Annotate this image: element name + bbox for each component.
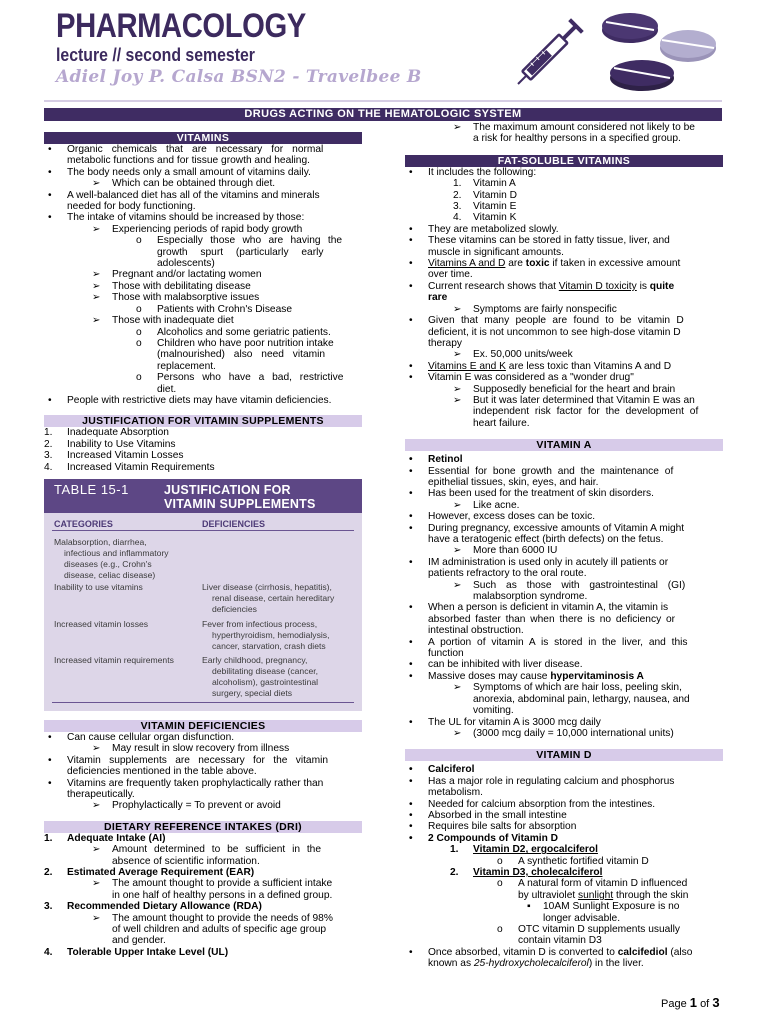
table-cell: Inability to use vitamins: [54, 581, 143, 592]
list-item: • Vitamins are frequently taken prophylactically rather than: [48, 777, 324, 789]
list-item: deficient, it is not uncommon to see high-dose vitamin D: [428, 326, 681, 338]
page-number: Page 1 of 3: [661, 995, 720, 1010]
syringe-icon: [512, 18, 584, 90]
list-item: ➢ The maximum amount considered not likely to be: [453, 122, 695, 133]
list-item: muscle in significant amounts.: [428, 246, 564, 258]
pill-icon: [602, 13, 716, 91]
list-item: • Requires bile salts for absorption: [409, 821, 577, 833]
list-item: o Persons who have a bad, restrictive: [136, 372, 344, 384]
list-item: by ultraviolet sunlight through the skin: [518, 889, 689, 901]
deficiencies-heading: VITAMIN DEFICIENCIES: [44, 720, 362, 732]
list-item: heart failure.: [473, 417, 530, 429]
list-item: in one half of healthy persons in a defined group.: [112, 889, 333, 901]
list-item: • Essential for bone growth and the maintenance of: [409, 465, 674, 477]
list-item: o Children who have poor nutrition intake: [136, 337, 334, 349]
list-item: independent risk factor for the development of: [473, 406, 699, 418]
list-item: • Vitamins E and K are less toxic than Vitamins A and D: [409, 360, 672, 372]
header-divider: [44, 100, 722, 102]
header-title: PHARMACOLOGY: [56, 7, 306, 45]
list-item: • Massive doses may cause hypervitaminosis A: [409, 670, 644, 682]
list-item: 1. Inadequate Absorption: [44, 427, 169, 439]
vitamin-d-heading: VITAMIN D: [405, 749, 723, 761]
list-item: • These vitamins can be stored in fatty tissue, liver, and: [409, 235, 670, 247]
list-item: of well children and adults of specific age group: [112, 924, 327, 936]
list-item: metabolism.: [428, 787, 483, 799]
list-item: o A natural form of vitamin D influenced: [497, 878, 688, 890]
list-item: 1. Vitamin D2, ergocalciferol: [450, 844, 598, 856]
list-item: ➢ Pregnant and/or lactating women: [92, 269, 262, 281]
list-item: 1. Adequate Intake (AI): [44, 832, 166, 844]
list-item: • Has a major role in regulating calcium and phosphorus: [409, 775, 675, 787]
table-header: [44, 479, 362, 513]
list-item: • Vitamins A and D are toxic if taken in excessive amount: [409, 258, 681, 270]
list-item: • They are metabolized slowly.: [409, 223, 559, 235]
col-categories: CATEGORIES: [54, 518, 113, 529]
list-item: • The intake of vitamins should be increased by those:: [48, 212, 305, 224]
list-item: a risk for healthy persons in a specified group.: [473, 133, 681, 145]
list-item: • The UL for vitamin A is 3000 mcg daily: [409, 716, 601, 728]
list-item: ➢ Symptoms of which are hair loss, peeling skin,: [453, 682, 682, 694]
table-cell: Malabsorption, diarrhea, infectious and inflammatory diseases (e.g., Crohn's disease, celiac disease): [54, 536, 169, 580]
list-item: needed for body functioning.: [67, 201, 196, 213]
list-item: ➢ Those with malabsorptive issues: [92, 292, 260, 304]
list-item: ➢ Ex. 50,000 units/week: [453, 349, 573, 361]
list-item: o OTC vitamin D supplements usually: [497, 924, 680, 935]
table-cell: Early childhood, pregnancy, debilitating disease (cancer, alcoholism), gastrointestinal surgery, special diets: [202, 654, 319, 698]
list-item: growth spurt (particularly early: [157, 246, 324, 258]
list-item: o A synthetic fortified vitamin D: [497, 855, 649, 867]
list-item: • However, excess doses can be toxic.: [409, 511, 596, 523]
list-item: absence of scientific information.: [112, 855, 260, 867]
list-item: ➢ Those with debilitating disease: [92, 280, 251, 292]
table-bottom-rule: [52, 702, 354, 703]
list-item: known as 25-hydroxycholecalciferol) in the liver.: [428, 958, 644, 970]
list-item: ➢ Such as those with gastrointestinal (GI): [453, 579, 686, 591]
list-item: ➢ Amount determined to be sufficient in the: [92, 844, 321, 856]
list-item: • Needed for calcium absorption from the intestines.: [409, 798, 656, 810]
list-item: • Can cause cellular organ disfunction.: [48, 731, 235, 743]
list-item: ▪ 10AM Sunlight Exposure is no: [527, 901, 680, 913]
list-item: ➢ Prophylactically = To prevent or avoid: [92, 800, 281, 812]
list-item: ➢ May result in slow recovery from illness: [92, 743, 290, 755]
table-column-headers: [52, 519, 354, 531]
list-item: • Absorbed in the small intestine: [409, 809, 567, 821]
list-item: 1. Vitamin A: [453, 178, 516, 190]
list-item: rare: [428, 292, 448, 304]
list-item: ➢ Those with inadequate diet: [92, 315, 234, 327]
header-subtitle: lecture // second semester: [56, 45, 255, 65]
list-item: therapeutically.: [67, 789, 135, 800]
list-item: • Given that many people are found to be vitamin D: [409, 315, 684, 327]
syringe-pills-illustration: [510, 6, 720, 96]
list-item: 3. Recommended Dietary Allowance (RDA): [44, 901, 262, 913]
table-cell: Increased vitamin requirements: [54, 654, 174, 665]
list-item: ➢ The amount thought to provide the needs of 98%: [92, 912, 333, 924]
list-item: ➢ Supposedly beneficial for the heart and brain: [453, 383, 676, 395]
justification-heading: JUSTIFICATION FOR VITAMIN SUPPLEMENTS: [44, 415, 362, 427]
list-item: therapy: [428, 337, 462, 349]
header-author: Adiel Joy P. Calsa BSN2 - Travelbee B: [56, 67, 422, 87]
list-item: o Especially those who are having the: [136, 235, 343, 247]
list-item: 2. Vitamin D3, cholecalciferol: [450, 866, 603, 878]
list-item: • Organic chemicals that are necessary for normal: [48, 144, 324, 155]
list-item: metabolic functions and for tissue growth and healing.: [67, 155, 310, 167]
list-item: 4. Vitamin K: [453, 212, 517, 224]
list-item: diet.: [157, 383, 177, 395]
list-item: malabsorption syndrome.: [473, 591, 588, 603]
list-item: 3. Increased Vitamin Losses: [44, 450, 184, 462]
list-item: 2. Inability to Use Vitamins: [44, 438, 176, 450]
list-item: • It includes the following:: [409, 166, 537, 178]
list-item: • Once absorbed, vitamin D is converted to calcifediol (also: [409, 946, 693, 958]
list-item: • People with restrictive diets may have vitamin deficiencies.: [48, 394, 332, 406]
list-item: deficiencies mentioned in the table above.: [67, 766, 257, 778]
list-item: absorbed faster than when there is no deficiency or: [428, 613, 676, 625]
list-item: • Current research shows that Vitamin D toxicity is quite: [409, 280, 675, 292]
list-item: ➢ Like acne.: [453, 499, 520, 511]
list-item: anorexia, abdominal pain, lethargy, nausea, and: [473, 693, 690, 705]
list-item: o Alcoholics and some geriatric patients.: [136, 326, 331, 338]
list-item: • can be inhibited with liver disease.: [409, 659, 583, 671]
list-item: 4. Increased Vitamin Requirements: [44, 461, 215, 473]
list-item: ➢ The amount thought to provide a sufficient intake: [92, 878, 333, 890]
list-item: • Retinol: [409, 454, 463, 466]
list-item: ➢ But it was later determined that Vitamin E was an: [453, 394, 695, 406]
list-item: • When a person is deficient in vitamin A, the vitamin is: [409, 602, 669, 614]
list-item: • The body needs only a small amount of vitamins daily.: [48, 166, 311, 178]
table-cell: Increased vitamin losses: [54, 618, 149, 629]
list-item: • Has been used for the treatment of skin disorders.: [409, 488, 654, 500]
list-item: • Vitamin E was considered as a "wonder drug": [409, 372, 634, 384]
main-section-title: DRUGS ACTING ON THE HEMATOLOGIC SYSTEM: [44, 108, 722, 121]
vitamin-a-heading: VITAMIN A: [405, 439, 723, 451]
table-number: TABLE 15-1: [54, 481, 129, 497]
list-item: o Patients with Crohn's Disease: [136, 303, 293, 315]
list-item: have a teratogenic effect (birth defects) on the fetus.: [428, 534, 664, 545]
list-item: contain vitamin D3: [518, 935, 602, 947]
list-item: function: [428, 648, 464, 660]
dri-heading: DIETARY REFERENCE INTAKES (DRI): [44, 821, 362, 833]
list-item: • 2 Compounds of Vitamin D: [409, 832, 558, 844]
list-item: • Calciferol: [409, 764, 475, 776]
col-deficiencies: DEFICIENCIES: [202, 518, 266, 529]
list-item: ➢ Symptoms are fairly nonspecific: [453, 303, 617, 315]
list-item: • Vitamin supplements are necessary for the vitamin: [48, 754, 329, 766]
list-item: 4. Tolerable Upper Intake Level (UL): [44, 946, 229, 958]
list-item: longer advisable.: [543, 912, 621, 924]
list-item: ➢ More than 6000 IU: [453, 545, 558, 557]
list-item: ➢ (3000 mcg daily = 10,000 international units): [453, 727, 674, 739]
table-title: JUSTIFICATION FOR VITAMIN SUPPLEMENTS: [164, 482, 316, 511]
list-item: (malnourished) also need vitamin: [157, 349, 326, 361]
list-item: over time.: [428, 269, 473, 281]
list-item: replacement.: [157, 360, 216, 372]
table-cell: Liver disease (cirrhosis, hepatitis), renal disease, certain hereditary deficiencies: [202, 581, 335, 614]
table-cell: Fever from infectious process, hyperthyroidism, hemodialysis, cancer, starvation, crash diets: [202, 618, 330, 651]
list-item: epithelial tissues, skin, eyes, and hair.: [428, 476, 599, 488]
list-item: 2. Estimated Average Requirement (EAR): [44, 867, 255, 879]
list-item: • A well-balanced diet has all of the vitamins and minerals: [48, 189, 320, 201]
list-item: adolescents): [157, 258, 215, 270]
vitamins-heading: VITAMINS: [44, 132, 362, 144]
list-item: and gender.: [112, 935, 166, 947]
list-item: • A portion of vitamin A is stored in the liver, and this: [409, 636, 688, 648]
list-item: • IM administration is used only in acutely ill patients or: [409, 556, 669, 568]
left-column: [44, 122, 362, 958]
justification-table: [44, 479, 362, 711]
fat-soluble-heading: FAT-SOLUBLE VITAMINS: [405, 155, 723, 167]
list-item: intestinal obstruction.: [428, 625, 524, 637]
list-item: 3. Vitamin E: [453, 201, 517, 213]
list-item: ➢ Experiencing periods of rapid body growth: [92, 223, 303, 235]
list-item: • During pregnancy, excessive amounts of Vitamin A might: [409, 522, 685, 534]
list-item: vomiting.: [473, 705, 514, 717]
list-item: ➢ Which can be obtained through diet.: [92, 178, 276, 190]
right-column: [405, 122, 723, 970]
list-item: patients refractory to the oral route.: [428, 568, 587, 580]
list-item: 2. Vitamin D: [453, 189, 517, 201]
